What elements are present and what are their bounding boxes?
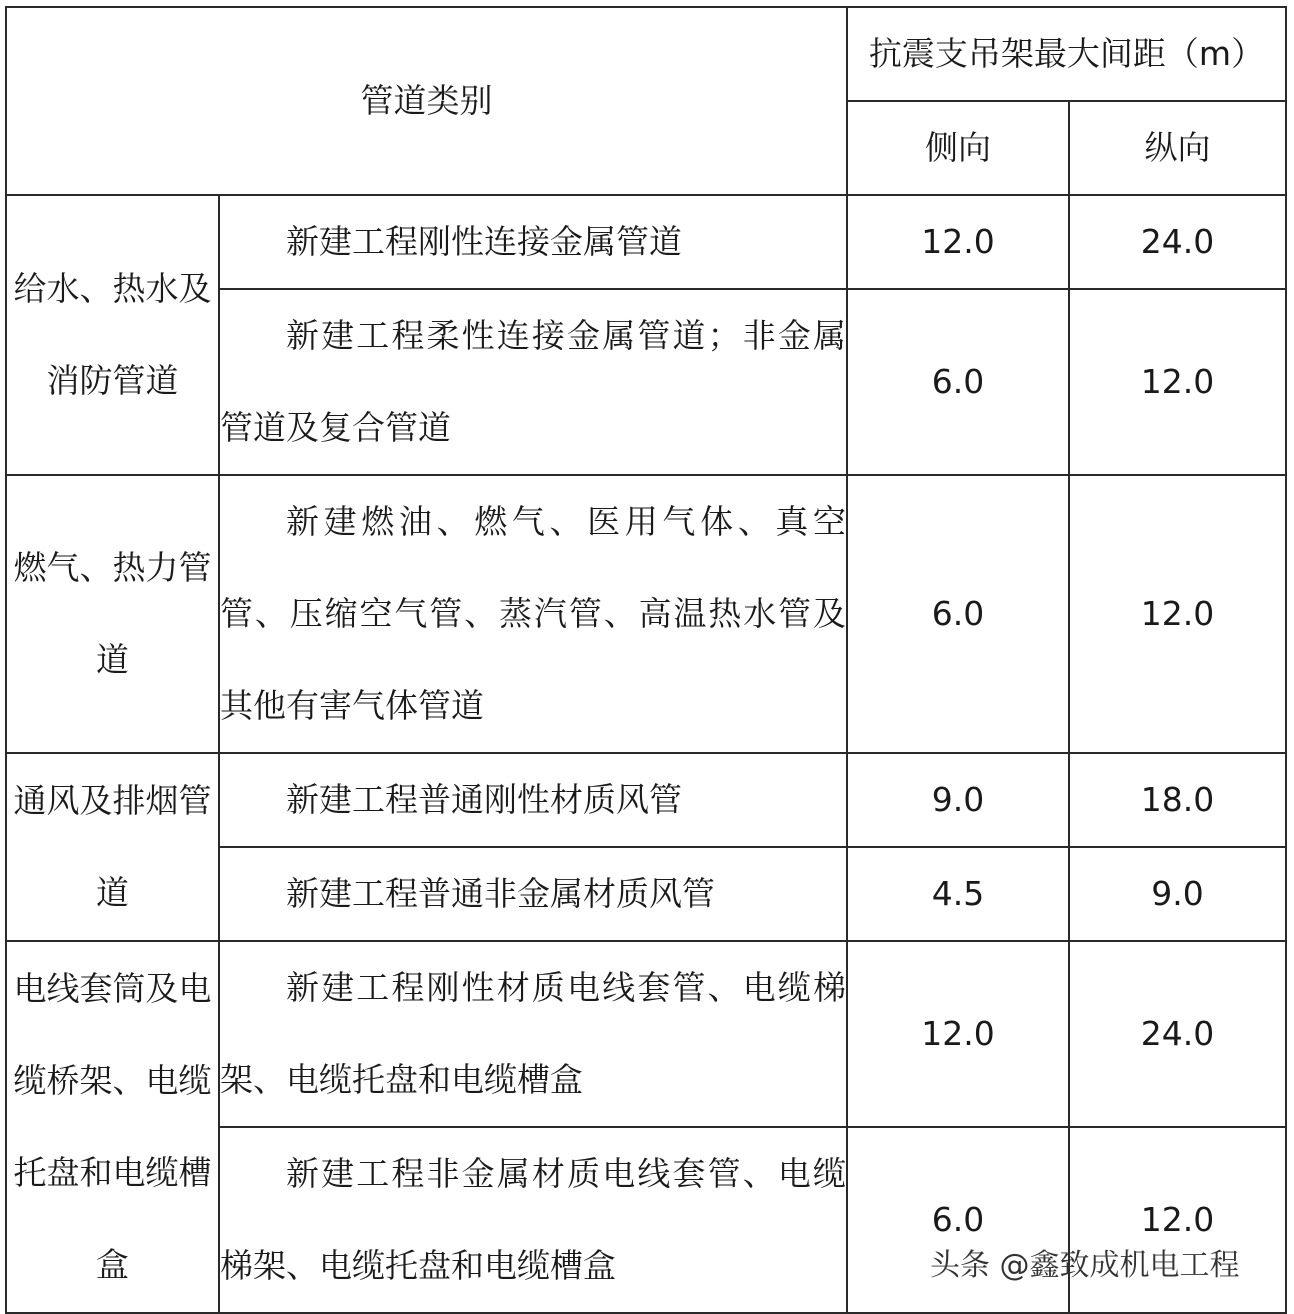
row-longitudinal: 12.0 [1069,475,1286,753]
row-longitudinal: 12.0 [1069,289,1286,475]
table-row [6,753,1286,847]
row-lateral: 6.0 [847,475,1069,753]
row-longitudinal: 24.0 [1069,941,1286,1127]
group-name: 通风及排烟管道 [6,753,219,941]
row-longitudinal: 12.0 [1069,1127,1286,1313]
row-desc: 新建工程刚性连接金属管道 [219,195,847,289]
header-category: 管道类别 [6,7,847,195]
row-desc: 新建工程柔性连接金属管道；非金属管道及复合管道 [219,289,847,475]
header-longitudinal: 纵向 [1069,101,1286,195]
row-longitudinal: 9.0 [1069,847,1286,941]
group-name: 电线套筒及电缆桥架、电缆托盘和电缆槽盒 [6,941,219,1313]
watermark: 头条 @鑫致成机电工程 [930,1248,1240,1283]
row-lateral: 9.0 [847,753,1069,847]
row-desc: 新建燃油、燃气、医用气体、真空管、压缩空气管、蒸汽管、高温热水管及其他有害气体管道 [219,475,847,753]
row-lateral: 4.5 [847,847,1069,941]
group-name: 燃气、热力管道 [6,475,219,753]
row-desc: 新建工程刚性材质电线套管、电缆梯架、电缆托盘和电缆槽盒 [219,941,847,1127]
row-lateral: 6.0 [847,1127,1069,1313]
row-longitudinal: 18.0 [1069,753,1286,847]
pipe-spacing-table [5,6,1287,1314]
row-desc: 新建工程普通非金属材质风管 [219,847,847,941]
group-name: 给水、热水及消防管道 [6,195,219,475]
row-desc: 新建工程普通刚性材质风管 [219,753,847,847]
table-row [6,941,1286,1127]
row-lateral: 6.0 [847,289,1069,475]
table-row [6,475,1286,753]
row-longitudinal: 24.0 [1069,195,1286,289]
table-row [6,195,1286,289]
row-desc: 新建工程非金属材质电线套管、电缆梯架、电缆托盘和电缆槽盒 [219,1127,847,1313]
row-lateral: 12.0 [847,941,1069,1127]
header-spacing: 抗震支吊架最大间距（m） [847,7,1286,101]
header-row-top [6,7,1286,101]
header-lateral: 侧向 [847,101,1069,195]
row-lateral: 12.0 [847,195,1069,289]
